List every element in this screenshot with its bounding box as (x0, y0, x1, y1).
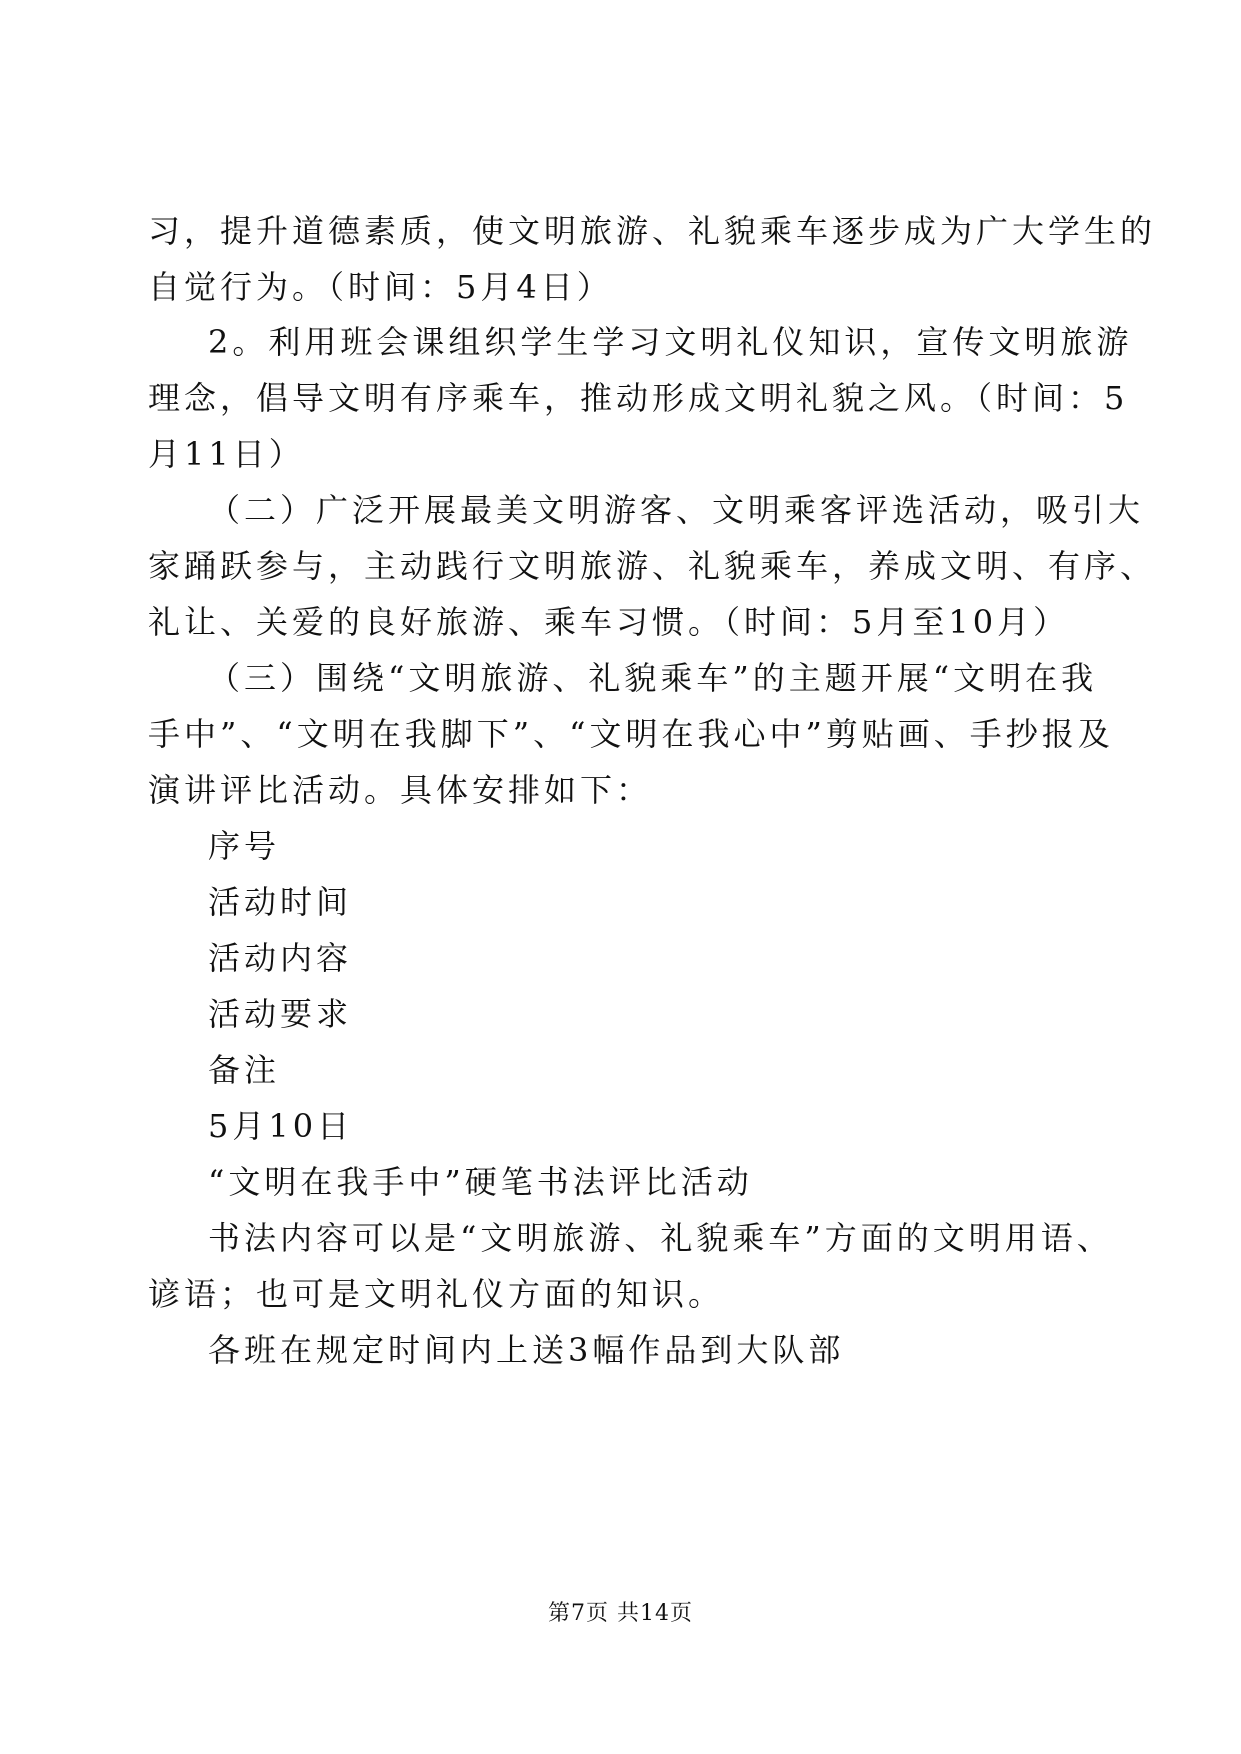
paragraph-line: 演讲评比活动。具体安排如下： (148, 771, 653, 809)
paragraph-line: 手中”、“文明在我脚下”、“文明在我心中”剪贴画、手抄报及 (148, 715, 1114, 753)
table-cell-line: 序号 (208, 827, 281, 865)
paragraph-line: 理念，倡导文明有序乘车，推动形成文明礼貌之风。（时间：5 (148, 379, 1129, 417)
table-cell-line: 活动时间 (208, 883, 353, 921)
table-cell-line: 5月10日 (208, 1107, 354, 1145)
table-cell-line: 活动要求 (208, 995, 353, 1033)
paragraph-line: 家踊跃参与，主动践行文明旅游、礼貌乘车，养成文明、有序、 (148, 547, 1157, 585)
table-cell-line: 谚语；也可是文明礼仪方面的知识。 (148, 1275, 725, 1313)
paragraph-line: （三）围绕“文明旅游、礼貌乘车”的主题开展“文明在我 (208, 659, 1098, 697)
paragraph-line: 月11日） (148, 435, 305, 473)
paragraph-line: 礼让、关爱的良好旅游、乘车习惯。（时间：5月至10月） (148, 603, 1070, 641)
table-cell-line: 书法内容可以是“文明旅游、礼貌乘车”方面的文明用语、 (208, 1219, 1113, 1257)
paragraph-line: （二）广泛开展最美文明游客、文明乘客评选活动，吸引大 (208, 491, 1145, 529)
paragraph-line: 2。利用班会课组织学生学习文明礼仪知识，宣传文明旅游 (208, 323, 1133, 361)
table-cell-line: 各班在规定时间内上送3幅作品到大队部 (208, 1331, 845, 1369)
paragraph-line: 自觉行为。（时间：5月4日） (148, 268, 613, 306)
paragraph-line: 习，提升道德素质，使文明旅游、礼貌乘车逐步成为广大学生的 (148, 212, 1157, 250)
table-cell-line: 备注 (208, 1051, 281, 1089)
table-cell-line: “文明在我手中”硬笔书法评比活动 (208, 1163, 753, 1201)
page-number-footer: 第7页 共14页 (548, 1601, 693, 1626)
table-cell-line: 活动内容 (208, 939, 353, 977)
